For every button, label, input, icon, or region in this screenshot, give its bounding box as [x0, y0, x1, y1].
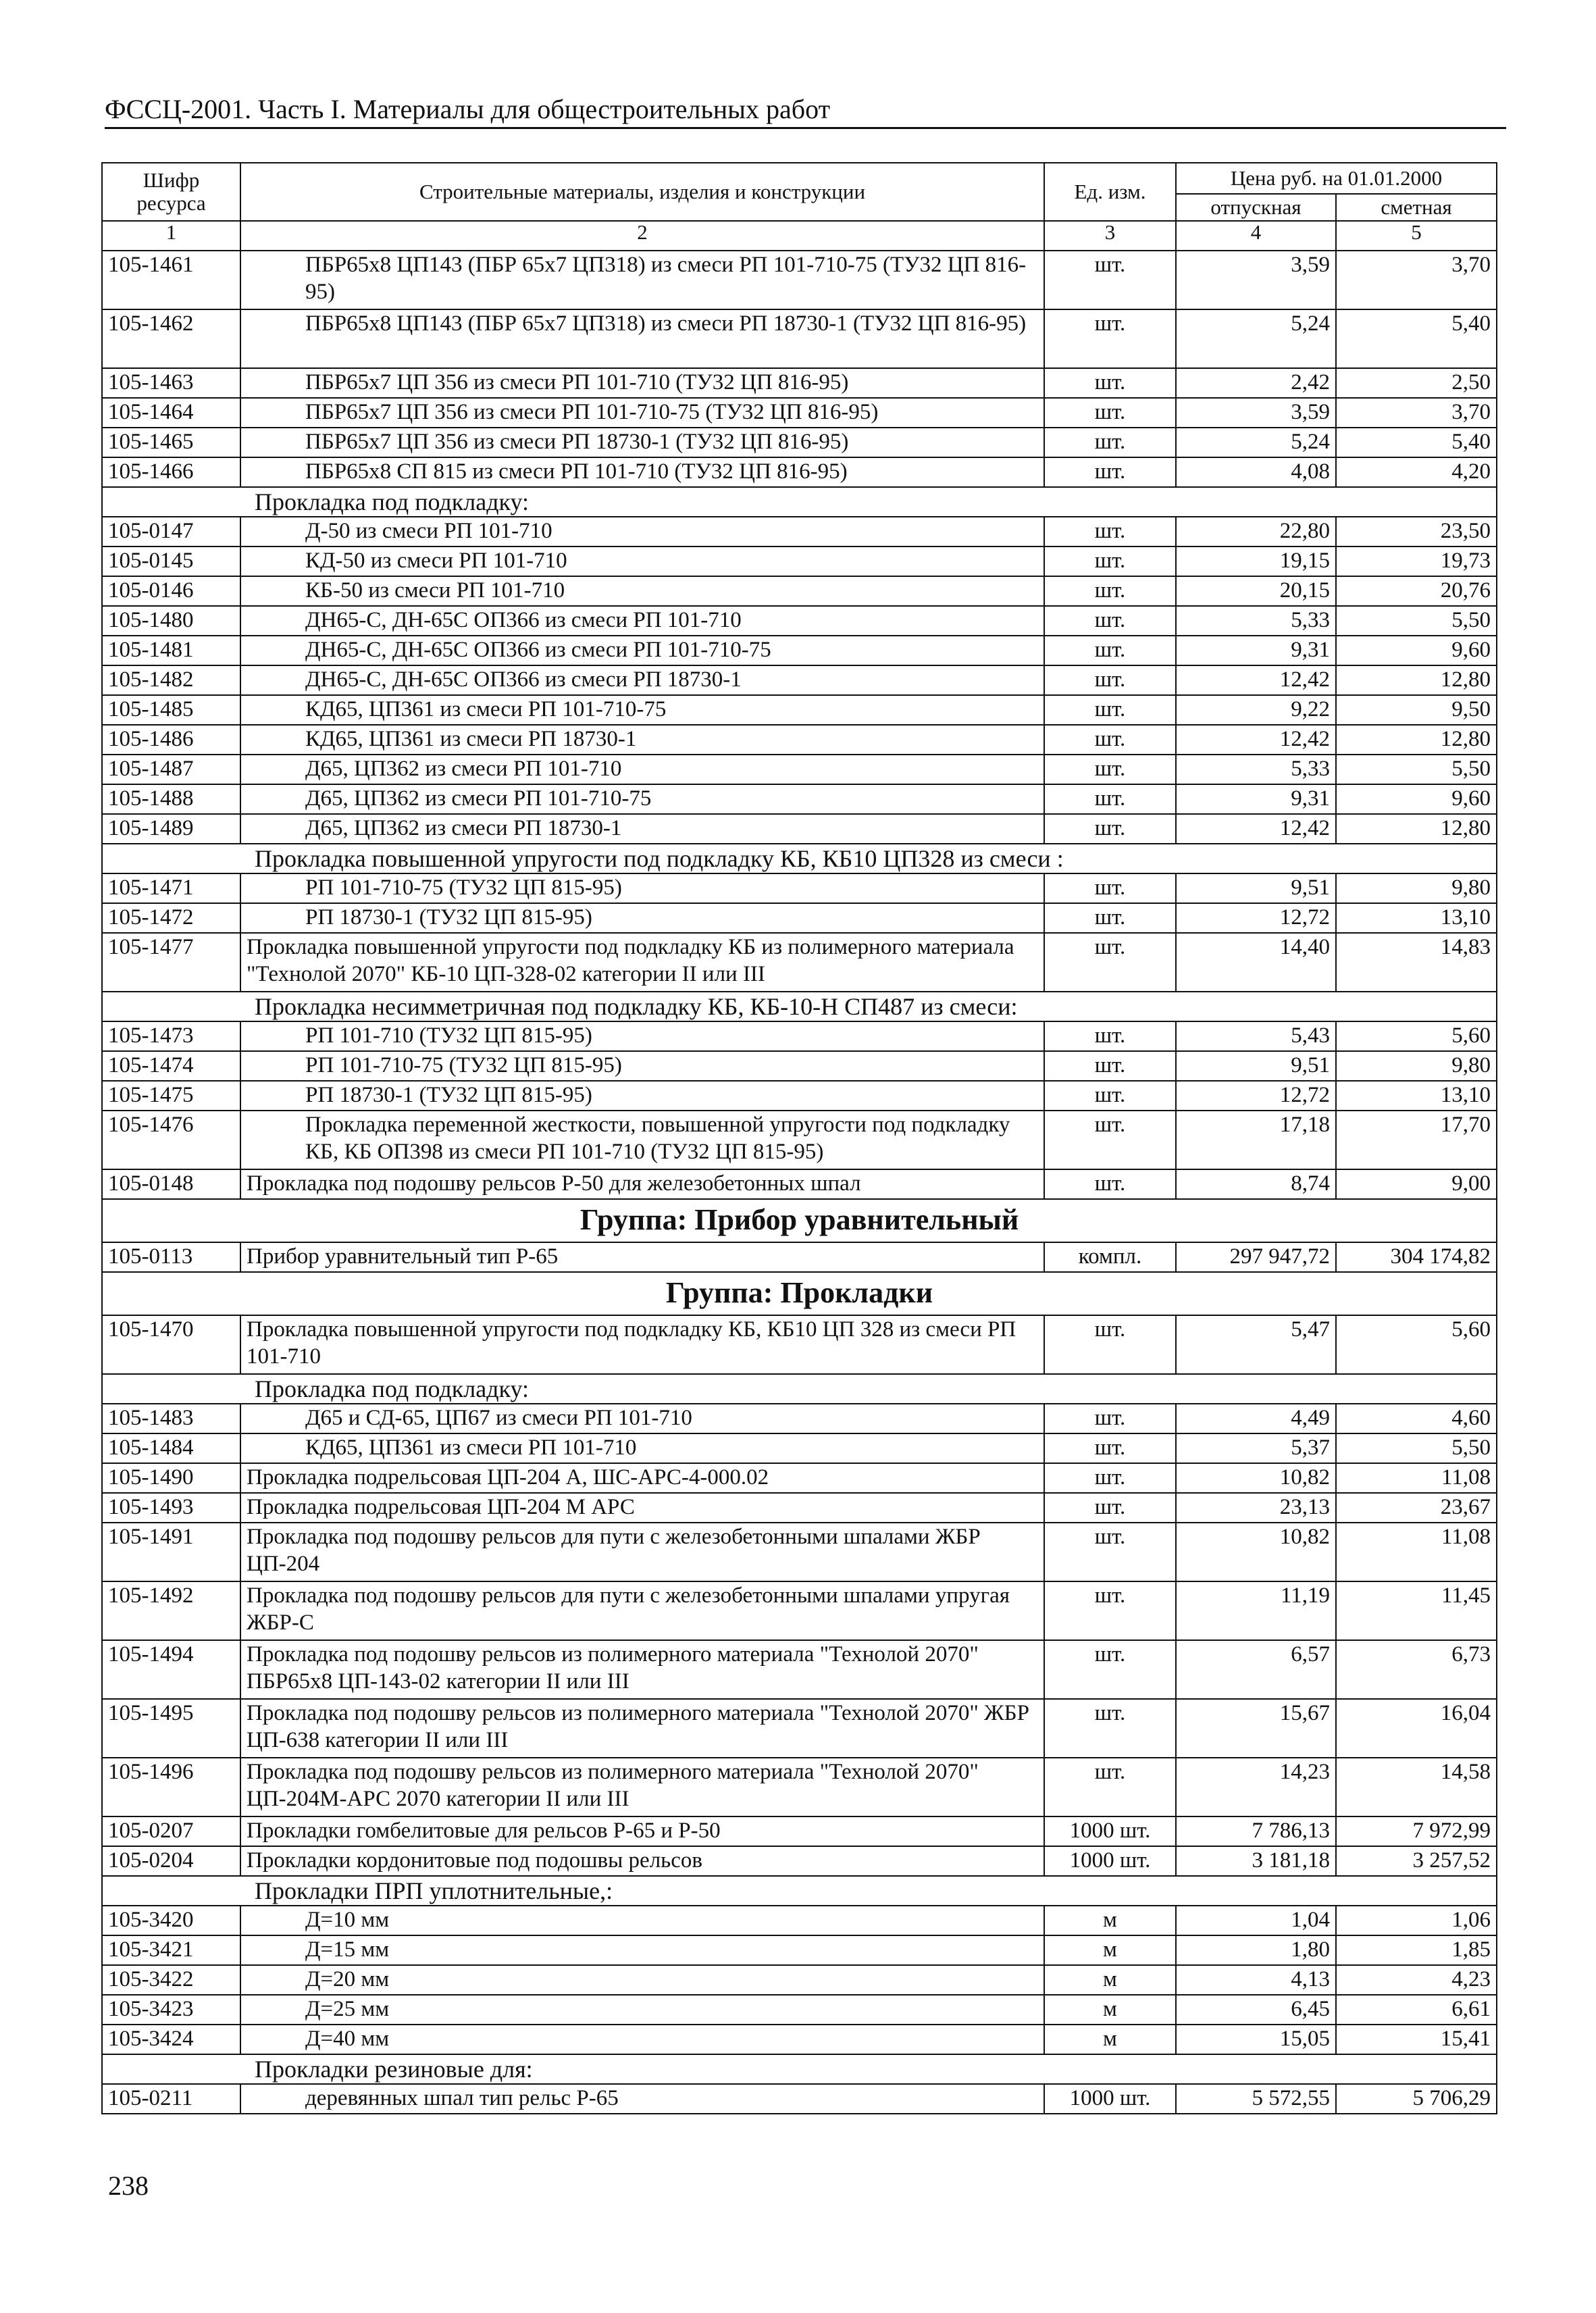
- price-estimate: 4,20: [1336, 457, 1497, 487]
- resource-code: 105-0147: [102, 517, 240, 547]
- resource-code: 105-1493: [102, 1493, 240, 1523]
- price-estimate: 6,73: [1336, 1640, 1497, 1699]
- price-estimate: 1,85: [1336, 1935, 1497, 1965]
- resource-code: 105-1484: [102, 1433, 240, 1463]
- price-estimate: 17,70: [1336, 1111, 1497, 1169]
- table-row: [102, 1242, 1497, 1272]
- price-estimate: 11,45: [1336, 1581, 1497, 1640]
- price-estimate: 9,60: [1336, 784, 1497, 814]
- price-estimate: 15,41: [1336, 2025, 1497, 2054]
- material-name: Прокладка под подошву рельсов Р-50 для железобетонных шпал: [240, 1169, 1044, 1199]
- material-name: Прокладки кордонитовые под подошвы рельсов: [240, 1846, 1044, 1876]
- table-row: [102, 755, 1497, 784]
- price-estimate: 4,23: [1336, 1965, 1497, 1995]
- price-estimate: 9,80: [1336, 873, 1497, 903]
- resource-code: 105-1470: [102, 1315, 240, 1374]
- price-estimate: 5,50: [1336, 1433, 1497, 1463]
- price-release: 12,42: [1176, 725, 1336, 755]
- group-title: Группа: Прокладки: [102, 1272, 1497, 1315]
- material-name: Прокладка под подошву рельсов для пути с железобетонными шпалами упругая ЖБР-С: [240, 1581, 1044, 1640]
- price-release: 6,45: [1176, 1995, 1336, 2025]
- material-name: РП 101-710-75 (ТУ32 ЦП 815-95): [240, 873, 1044, 903]
- price-release: 2,42: [1176, 368, 1336, 398]
- price-release: 9,22: [1176, 695, 1336, 725]
- table-row: [102, 428, 1497, 457]
- subsection-row: [102, 1374, 1497, 1404]
- unit-of-measure: м: [1044, 1906, 1176, 1935]
- col-header-name: Строительные материалы, изделия и конструкции: [240, 163, 1044, 221]
- table-row: [102, 1404, 1497, 1433]
- resource-code: 105-0148: [102, 1169, 240, 1199]
- price-release: 297 947,72: [1176, 1242, 1336, 1272]
- unit-of-measure: м: [1044, 1935, 1176, 1965]
- subsection-row: [102, 844, 1497, 873]
- material-name: РП 18730-1 (ТУ32 ЦП 815-95): [240, 1081, 1044, 1111]
- resource-code: 105-3420: [102, 1906, 240, 1935]
- price-estimate: 5 706,29: [1336, 2084, 1497, 2114]
- material-name: КД65, ЦП361 из смеси РП 18730-1: [240, 725, 1044, 755]
- price-release: 5,43: [1176, 1021, 1336, 1051]
- resource-code: 105-1494: [102, 1640, 240, 1699]
- subsection-title: Прокладки резиновые для:: [102, 2054, 1497, 2084]
- resource-code: 105-0211: [102, 2084, 240, 2114]
- price-estimate: 12,80: [1336, 725, 1497, 755]
- unit-of-measure: шт.: [1044, 576, 1176, 606]
- material-name: Д=40 мм: [240, 2025, 1044, 2054]
- price-release: 1,04: [1176, 1906, 1336, 1935]
- group-row: [102, 1272, 1497, 1315]
- material-name: ДН65-С, ДН-65С ОП366 из смеси РП 101-710: [240, 606, 1044, 636]
- resource-code: 105-1495: [102, 1699, 240, 1758]
- price-table: [101, 162, 1497, 2114]
- price-estimate: 3,70: [1336, 398, 1497, 428]
- table-row: [102, 1111, 1497, 1169]
- price-estimate: 6,61: [1336, 1995, 1497, 2025]
- material-name: Прокладка подрельсовая ЦП-204 А, ШС-АРС-4-000.02: [240, 1463, 1044, 1493]
- unit-of-measure: м: [1044, 2025, 1176, 2054]
- material-name: ПБР65х8 ЦП143 (ПБР 65х7 ЦП318) из смеси РП 101-710-75 (ТУ32 ЦП 816-95): [240, 251, 1044, 309]
- table-row: [102, 1433, 1497, 1463]
- unit-of-measure: шт.: [1044, 1699, 1176, 1758]
- table-row: [102, 1935, 1497, 1965]
- material-name: ПБР65х8 СП 815 из смеси РП 101-710 (ТУ32 ЦП 816-95): [240, 457, 1044, 487]
- unit-of-measure: 1000 шт.: [1044, 1816, 1176, 1846]
- material-name: Д=25 мм: [240, 1995, 1044, 2025]
- material-name: ПБР65х7 ЦП 356 из смеси РП 101-710-75 (ТУ32 ЦП 816-95): [240, 398, 1044, 428]
- unit-of-measure: шт.: [1044, 368, 1176, 398]
- unit-of-measure: шт.: [1044, 1169, 1176, 1199]
- table-row: [102, 1463, 1497, 1493]
- table-row: [102, 1051, 1497, 1081]
- price-estimate: 12,80: [1336, 665, 1497, 695]
- resource-code: 105-1481: [102, 636, 240, 665]
- unit-of-measure: м: [1044, 1965, 1176, 1995]
- unit-of-measure: шт.: [1044, 1315, 1176, 1374]
- resource-code: 105-1466: [102, 457, 240, 487]
- material-name: Прокладки гомбелитовые для рельсов Р-65 и Р-50: [240, 1816, 1044, 1846]
- unit-of-measure: шт.: [1044, 1433, 1176, 1463]
- material-name: Прокладка под подошву рельсов из полимерного материала "Технолой 2070" ПБР65х8 ЦП-143-02 категории II или III: [240, 1640, 1044, 1699]
- price-release: 4,13: [1176, 1965, 1336, 1995]
- subsection-title: Прокладка под подкладку:: [102, 487, 1497, 517]
- material-name: Д=20 мм: [240, 1965, 1044, 1995]
- resource-code: 105-1486: [102, 725, 240, 755]
- unit-of-measure: шт.: [1044, 1758, 1176, 1816]
- table-row: [102, 1021, 1497, 1051]
- group-title: Группа: Прибор уравнительный: [102, 1199, 1497, 1242]
- material-name: Прокладка подрельсовая ЦП-204 М АРС: [240, 1493, 1044, 1523]
- material-name: Д-50 из смеси РП 101-710: [240, 517, 1044, 547]
- material-name: КБ-50 из смеси РП 101-710: [240, 576, 1044, 606]
- resource-code: 105-1476: [102, 1111, 240, 1169]
- price-estimate: 9,60: [1336, 636, 1497, 665]
- price-estimate: 304 174,82: [1336, 1242, 1497, 1272]
- table-row: [102, 933, 1497, 992]
- resource-code: 105-0145: [102, 547, 240, 576]
- unit-of-measure: шт.: [1044, 547, 1176, 576]
- price-estimate: 4,60: [1336, 1404, 1497, 1433]
- unit-of-measure: шт.: [1044, 814, 1176, 844]
- table-row: [102, 636, 1497, 665]
- unit-of-measure: шт.: [1044, 398, 1176, 428]
- material-name: ПБР65х8 ЦП143 (ПБР 65х7 ЦП318) из смеси РП 18730-1 (ТУ32 ЦП 816-95): [240, 309, 1044, 368]
- price-release: 4,08: [1176, 457, 1336, 487]
- resource-code: 105-1472: [102, 903, 240, 933]
- material-name: РП 18730-1 (ТУ32 ЦП 815-95): [240, 903, 1044, 933]
- price-release: 14,40: [1176, 933, 1336, 992]
- price-release: 5 572,55: [1176, 2084, 1336, 2114]
- table-row: [102, 2025, 1497, 2054]
- price-estimate: 5,50: [1336, 606, 1497, 636]
- table-row: [102, 517, 1497, 547]
- unit-of-measure: шт.: [1044, 1111, 1176, 1169]
- table-row: [102, 784, 1497, 814]
- material-name: ДН65-С, ДН-65С ОП366 из смеси РП 101-710-75: [240, 636, 1044, 665]
- unit-of-measure: компл.: [1044, 1242, 1176, 1272]
- subsection-title: Прокладки ПРП уплотнительные,:: [102, 1876, 1497, 1906]
- resource-code: 105-1463: [102, 368, 240, 398]
- resource-code: 105-1464: [102, 398, 240, 428]
- price-release: 5,37: [1176, 1433, 1336, 1463]
- unit-of-measure: шт.: [1044, 457, 1176, 487]
- material-name: РП 101-710-75 (ТУ32 ЦП 815-95): [240, 1051, 1044, 1081]
- table-row: [102, 368, 1497, 398]
- resource-code: 105-1488: [102, 784, 240, 814]
- resource-code: 105-3423: [102, 1995, 240, 2025]
- price-estimate: 9,50: [1336, 695, 1497, 725]
- price-estimate: 9,00: [1336, 1169, 1497, 1199]
- price-estimate: 12,80: [1336, 814, 1497, 844]
- material-name: КД65, ЦП361 из смеси РП 101-710: [240, 1433, 1044, 1463]
- subsection-row: [102, 1876, 1497, 1906]
- group-row: [102, 1199, 1497, 1242]
- column-number: 5: [1336, 221, 1497, 251]
- material-name: Д=10 мм: [240, 1906, 1044, 1935]
- price-estimate: 3 257,52: [1336, 1846, 1497, 1876]
- resource-code: 105-1462: [102, 309, 240, 368]
- resource-code: 105-1485: [102, 695, 240, 725]
- table-row: [102, 1581, 1497, 1640]
- resource-code: 105-1480: [102, 606, 240, 636]
- unit-of-measure: шт.: [1044, 665, 1176, 695]
- resource-code: 105-1490: [102, 1463, 240, 1493]
- material-name: ПБР65х7 ЦП 356 из смеси РП 101-710 (ТУ32 ЦП 816-95): [240, 368, 1044, 398]
- unit-of-measure: шт.: [1044, 1581, 1176, 1640]
- material-name: Прокладка под подошву рельсов из полимерного материала "Технолой 2070" ЦП-204М-АРС 2070 категории II или III: [240, 1758, 1044, 1816]
- table-row: [102, 814, 1497, 844]
- col-header-price: Цена руб. на 01.01.2000: [1176, 163, 1497, 194]
- column-number: 3: [1044, 221, 1176, 251]
- table-row: [102, 398, 1497, 428]
- price-estimate: 13,10: [1336, 1081, 1497, 1111]
- resource-code: 105-1487: [102, 755, 240, 784]
- price-release: 5,33: [1176, 606, 1336, 636]
- resource-code: 105-1482: [102, 665, 240, 695]
- unit-of-measure: шт.: [1044, 1493, 1176, 1523]
- price-estimate: 16,04: [1336, 1699, 1497, 1758]
- price-release: 14,23: [1176, 1758, 1336, 1816]
- price-estimate: 19,73: [1336, 547, 1497, 576]
- material-name: Д65, ЦП362 из смеси РП 18730-1: [240, 814, 1044, 844]
- price-estimate: 14,83: [1336, 933, 1497, 992]
- subsection-row: [102, 487, 1497, 517]
- resource-code: 105-1471: [102, 873, 240, 903]
- table-row: [102, 695, 1497, 725]
- unit-of-measure: шт.: [1044, 1081, 1176, 1111]
- price-estimate: 5,40: [1336, 428, 1497, 457]
- table-row: [102, 2084, 1497, 2114]
- price-estimate: 23,67: [1336, 1493, 1497, 1523]
- price-release: 12,42: [1176, 665, 1336, 695]
- price-estimate: 20,76: [1336, 576, 1497, 606]
- table-row: [102, 1169, 1497, 1199]
- resource-code: 105-0204: [102, 1846, 240, 1876]
- unit-of-measure: 1000 шт.: [1044, 1846, 1176, 1876]
- table-row: [102, 1493, 1497, 1523]
- table-row: [102, 903, 1497, 933]
- unit-of-measure: шт.: [1044, 309, 1176, 368]
- price-release: 3 181,18: [1176, 1846, 1336, 1876]
- material-name: Прибор уравнительный тип Р-65: [240, 1242, 1044, 1272]
- unit-of-measure: шт.: [1044, 784, 1176, 814]
- price-estimate: 5,50: [1336, 755, 1497, 784]
- col-header-unit: Ед. изм.: [1044, 163, 1176, 221]
- subsection-row: [102, 992, 1497, 1021]
- col-header-price-estimate: сметная: [1336, 194, 1497, 221]
- page-number: 238: [108, 2170, 149, 2201]
- price-release: 20,15: [1176, 576, 1336, 606]
- table-row: [102, 547, 1497, 576]
- table-row: [102, 1523, 1497, 1581]
- price-estimate: 5,40: [1336, 309, 1497, 368]
- material-name: ПБР65х7 ЦП 356 из смеси РП 18730-1 (ТУ32 ЦП 816-95): [240, 428, 1044, 457]
- unit-of-measure: шт.: [1044, 903, 1176, 933]
- unit-of-measure: шт.: [1044, 1523, 1176, 1581]
- unit-of-measure: шт.: [1044, 251, 1176, 309]
- price-release: 9,31: [1176, 784, 1336, 814]
- material-name: Прокладка повышенной упругости под подкладку КБ из полимерного материала "Технолой 2070" КБ-10 ЦП-328-02 категории II или III: [240, 933, 1044, 992]
- material-name: Д65, ЦП362 из смеси РП 101-710: [240, 755, 1044, 784]
- price-release: 5,24: [1176, 309, 1336, 368]
- table-row: [102, 1846, 1497, 1876]
- price-estimate: 5,60: [1336, 1315, 1497, 1374]
- material-name: КД-50 из смеси РП 101-710: [240, 547, 1044, 576]
- resource-code: 105-3424: [102, 2025, 240, 2054]
- resource-code: 105-3422: [102, 1965, 240, 1995]
- subsection-title: Прокладка несимметричная под подкладку КБ, КБ-10-Н СП487 из смеси:: [102, 992, 1497, 1021]
- col-header-price-release: отпускная: [1176, 194, 1336, 221]
- material-name: Прокладка под подошву рельсов для пути с железобетонными шпалами ЖБР ЦП-204: [240, 1523, 1044, 1581]
- table-row: [102, 1816, 1497, 1846]
- table-row: [102, 251, 1497, 309]
- resource-code: 105-1474: [102, 1051, 240, 1081]
- table-row: [102, 1699, 1497, 1758]
- resource-code: 105-1489: [102, 814, 240, 844]
- unit-of-measure: шт.: [1044, 428, 1176, 457]
- unit-of-measure: шт.: [1044, 725, 1176, 755]
- price-release: 11,19: [1176, 1581, 1336, 1640]
- resource-code: 105-1496: [102, 1758, 240, 1816]
- resource-code: 105-1477: [102, 933, 240, 992]
- price-estimate: 5,60: [1336, 1021, 1497, 1051]
- price-estimate: 13,10: [1336, 903, 1497, 933]
- unit-of-measure: шт.: [1044, 1051, 1176, 1081]
- unit-of-measure: шт.: [1044, 1463, 1176, 1493]
- table-row: [102, 576, 1497, 606]
- price-release: 3,59: [1176, 251, 1336, 309]
- material-name: Прокладка под подошву рельсов из полимерного материала "Технолой 2070" ЖБР ЦП-638 категории II или III: [240, 1699, 1044, 1758]
- unit-of-measure: шт.: [1044, 1404, 1176, 1433]
- unit-of-measure: 1000 шт.: [1044, 2084, 1176, 2114]
- resource-code: 105-1475: [102, 1081, 240, 1111]
- price-estimate: 2,50: [1336, 368, 1497, 398]
- material-name: КД65, ЦП361 из смеси РП 101-710-75: [240, 695, 1044, 725]
- price-release: 23,13: [1176, 1493, 1336, 1523]
- subsection-title: Прокладка под подкладку:: [102, 1374, 1497, 1404]
- unit-of-measure: шт.: [1044, 1640, 1176, 1699]
- price-release: 9,51: [1176, 1051, 1336, 1081]
- unit-of-measure: шт.: [1044, 933, 1176, 992]
- material-name: Д=15 мм: [240, 1935, 1044, 1965]
- price-estimate: 3,70: [1336, 251, 1497, 309]
- column-number: 1: [102, 221, 240, 251]
- unit-of-measure: шт.: [1044, 695, 1176, 725]
- price-estimate: 1,06: [1336, 1906, 1497, 1935]
- price-estimate: 23,50: [1336, 517, 1497, 547]
- price-release: 7 786,13: [1176, 1816, 1336, 1846]
- unit-of-measure: шт.: [1044, 636, 1176, 665]
- resource-code: 105-3421: [102, 1935, 240, 1965]
- table-row: [102, 309, 1497, 368]
- material-name: Д65 и СД-65, ЦП67 из смеси РП 101-710: [240, 1404, 1044, 1433]
- table-row: [102, 1758, 1497, 1816]
- price-estimate: 9,80: [1336, 1051, 1497, 1081]
- table-body: [102, 251, 1497, 2114]
- price-release: 4,49: [1176, 1404, 1336, 1433]
- col-header-code: Шифр ресурса: [102, 163, 240, 221]
- price-release: 19,15: [1176, 547, 1336, 576]
- resource-code: 105-0146: [102, 576, 240, 606]
- material-name: ДН65-С, ДН-65С ОП366 из смеси РП 18730-1: [240, 665, 1044, 695]
- price-estimate: 11,08: [1336, 1463, 1497, 1493]
- unit-of-measure: шт.: [1044, 755, 1176, 784]
- price-release: 3,59: [1176, 398, 1336, 428]
- subsection-row: [102, 2054, 1497, 2084]
- table-row: [102, 606, 1497, 636]
- price-release: 12,72: [1176, 1081, 1336, 1111]
- price-estimate: 11,08: [1336, 1523, 1497, 1581]
- price-release: 5,33: [1176, 755, 1336, 784]
- price-release: 17,18: [1176, 1111, 1336, 1169]
- table-row: [102, 1315, 1497, 1374]
- table-row: [102, 457, 1497, 487]
- price-release: 10,82: [1176, 1463, 1336, 1493]
- column-numbers-row: [102, 221, 1497, 251]
- price-release: 9,31: [1176, 636, 1336, 665]
- resource-code: 105-1465: [102, 428, 240, 457]
- material-name: деревянных шпал тип рельс Р-65: [240, 2084, 1044, 2114]
- price-release: 9,51: [1176, 873, 1336, 903]
- price-estimate: 7 972,99: [1336, 1816, 1497, 1846]
- price-release: 8,74: [1176, 1169, 1336, 1199]
- page-header: ФССЦ-2001. Часть I. Материалы для общестроительных работ: [105, 93, 1506, 129]
- price-estimate: 14,58: [1336, 1758, 1497, 1816]
- material-name: Прокладка переменной жесткости, повышенной упругости под подкладку КБ, КБ ОП398 из смеси РП 101-710 (ТУ32 ЦП 815-95): [240, 1111, 1044, 1169]
- table-row: [102, 1081, 1497, 1111]
- price-release: 12,72: [1176, 903, 1336, 933]
- table-row: [102, 725, 1497, 755]
- column-number: 2: [240, 221, 1044, 251]
- table-row: [102, 1906, 1497, 1935]
- unit-of-measure: м: [1044, 1995, 1176, 2025]
- subsection-title: Прокладка повышенной упругости под подкладку КБ, КБ10 ЦП328 из смеси :: [102, 844, 1497, 873]
- price-release: 12,42: [1176, 814, 1336, 844]
- resource-code: 105-0207: [102, 1816, 240, 1846]
- price-release: 15,05: [1176, 2025, 1336, 2054]
- price-release: 5,24: [1176, 428, 1336, 457]
- price-release: 1,80: [1176, 1935, 1336, 1965]
- resource-code: 105-1492: [102, 1581, 240, 1640]
- table-row: [102, 1640, 1497, 1699]
- resource-code: 105-1461: [102, 251, 240, 309]
- unit-of-measure: шт.: [1044, 517, 1176, 547]
- unit-of-measure: шт.: [1044, 1021, 1176, 1051]
- price-release: 10,82: [1176, 1523, 1336, 1581]
- table-row: [102, 873, 1497, 903]
- material-name: Д65, ЦП362 из смеси РП 101-710-75: [240, 784, 1044, 814]
- resource-code: 105-0113: [102, 1242, 240, 1272]
- table-row: [102, 1995, 1497, 2025]
- price-release: 22,80: [1176, 517, 1336, 547]
- table-row: [102, 665, 1497, 695]
- price-release: 15,67: [1176, 1699, 1336, 1758]
- price-release: 5,47: [1176, 1315, 1336, 1374]
- material-name: Прокладка повышенной упругости под подкладку КБ, КБ10 ЦП 328 из смеси РП 101-710: [240, 1315, 1044, 1374]
- material-name: РП 101-710 (ТУ32 ЦП 815-95): [240, 1021, 1044, 1051]
- column-number: 4: [1176, 221, 1336, 251]
- price-release: 6,57: [1176, 1640, 1336, 1699]
- resource-code: 105-1491: [102, 1523, 240, 1581]
- resource-code: 105-1483: [102, 1404, 240, 1433]
- table-row: [102, 1965, 1497, 1995]
- resource-code: 105-1473: [102, 1021, 240, 1051]
- unit-of-measure: шт.: [1044, 606, 1176, 636]
- unit-of-measure: шт.: [1044, 873, 1176, 903]
